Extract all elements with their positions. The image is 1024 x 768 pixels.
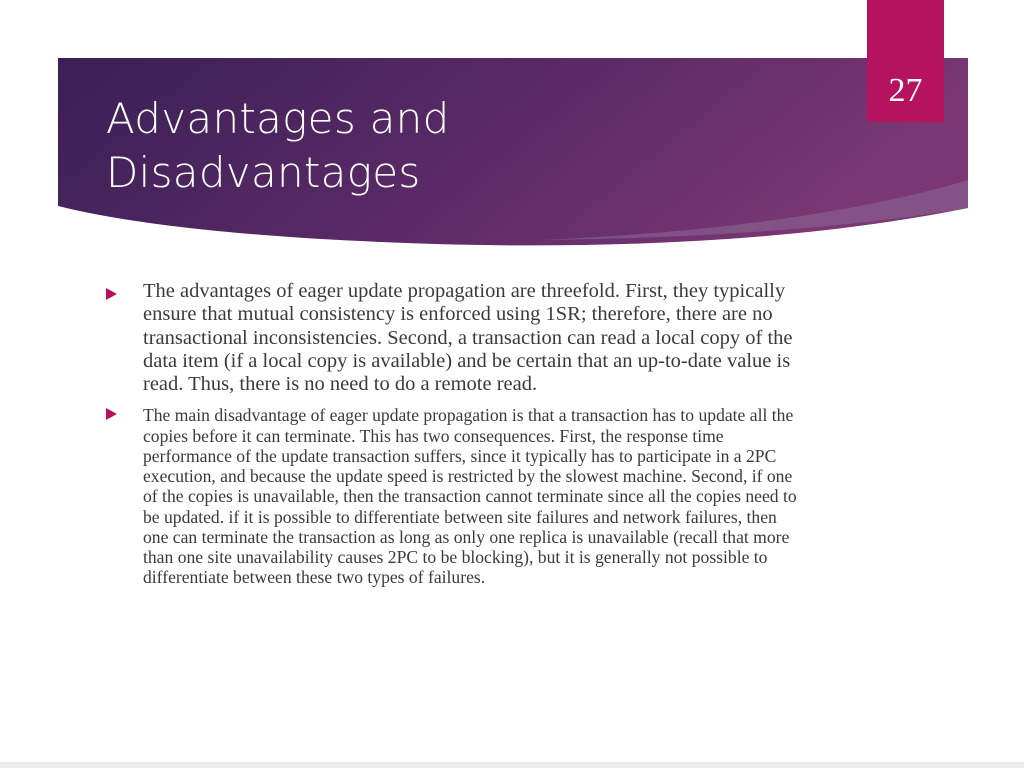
- page-number: 27: [888, 72, 923, 109]
- bullet-text-disadvantages: The main disadvantage of eager update propagation is that a transaction has to update all the copies before it can terminate. This has two consequences. First, the response time performance of the update transaction suffers, since it typically has to participate in a 2PC execution, and because the update speed is restricted by the slowest machine. Second, if one of the copies is unavailable, then the transaction cannot terminate since all the copies need to be updated. if it is possible to differentiate between site failures and network failures, then one can terminate the transaction as long as only one replica is unavailable (recall that more than one site unavailability causes 2PC to be blocking), but it is generally not possible to differentiate between these two types of failures.: [143, 405, 797, 588]
- triangle-right-icon: [106, 408, 117, 420]
- bottom-divider: [0, 762, 1024, 768]
- title-line-2: Disadvantages: [106, 148, 421, 197]
- triangle-right-icon: [106, 288, 117, 300]
- slide-title: [106, 92, 806, 200]
- content-bullets: [106, 280, 806, 587]
- title-line-1: Advantages and: [106, 94, 450, 143]
- page-number-tab: [867, 0, 944, 122]
- bullet-text-advantages: The advantages of eager update propagation are threefold. First, they typically ensure that mutual consistency is enforced using 1SR; therefore, there are no transactional inconsistencies. Second, a transaction can read a local copy of the data item (if a local copy is available) and be certain that an up-to-date value is read. Thus, there is no need to do a remote read.: [143, 280, 793, 396]
- bullet-item-disadvantages: [106, 405, 806, 587]
- bullet-item-advantages: [106, 280, 806, 396]
